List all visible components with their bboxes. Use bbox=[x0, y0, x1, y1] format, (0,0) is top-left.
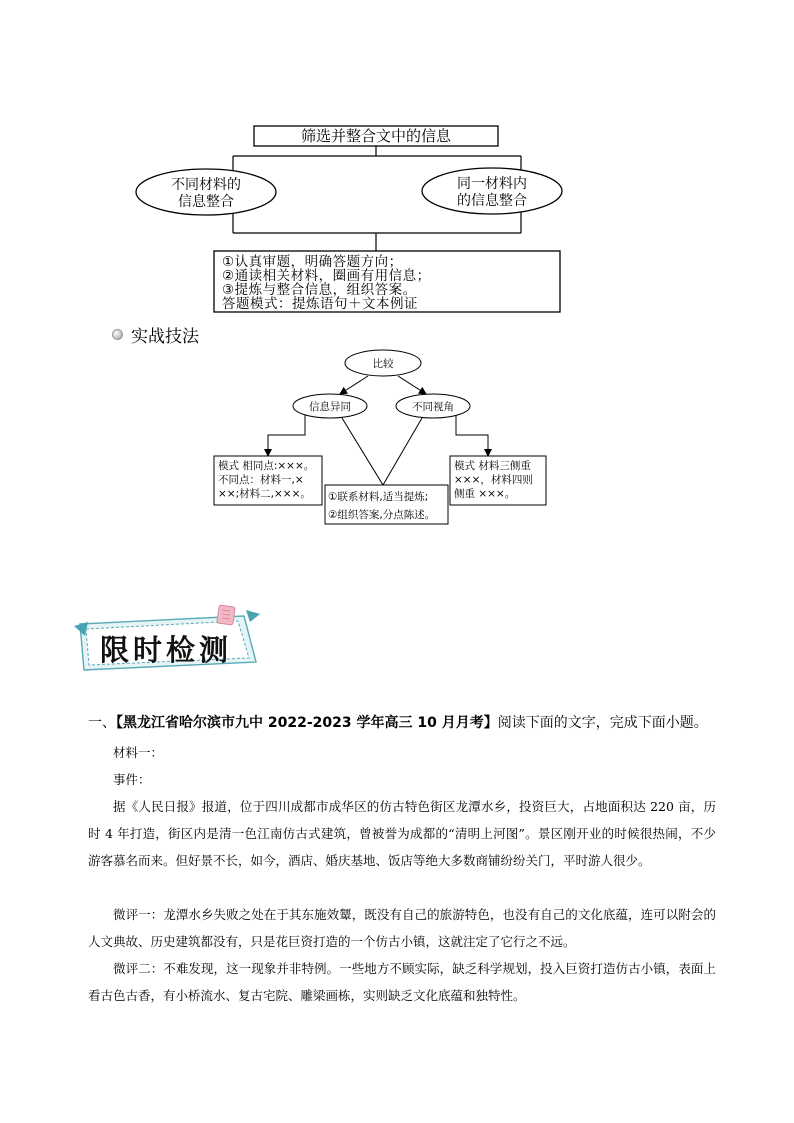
step-line: 答题模式：提炼语句＋文本例证 bbox=[222, 296, 418, 312]
arrow bbox=[398, 376, 426, 394]
emphasis-line: 模式 材料三侧重 bbox=[454, 460, 531, 472]
paragraph-comment-2: 微评二：不难发现，这一现象并非特例。一些地方不顾实际，缺乏科学规划，投入巨资打造仿古小镇，表面上看古色古香，有小桥流水、复古宅院、雕梁画栋，实则缺乏文化底蕴和独特性。 bbox=[88, 961, 716, 1003]
left-oval-line: 不同材料的 bbox=[171, 177, 241, 193]
similarity-line: ××;材料二,×××。 bbox=[218, 488, 311, 500]
left-oval-line: 信息整合 bbox=[178, 194, 234, 210]
question-heading bbox=[88, 712, 708, 732]
similarity-line: 模式 相同点:×××。 bbox=[218, 460, 315, 472]
step-line: ③提炼与整合信息，组织答案。 bbox=[222, 282, 417, 298]
step-line: ②通读相关材料，圈画有用信息； bbox=[222, 268, 431, 284]
method-line: ①联系材料,适当提炼; bbox=[328, 491, 429, 503]
emphasis-line: 侧重 ×××。 bbox=[454, 488, 516, 500]
right-oval-line: 同一材料内 bbox=[457, 176, 527, 192]
timed-test-banner bbox=[72, 604, 264, 676]
perspective-label: 不同视角 bbox=[412, 401, 454, 413]
paragraph-comment-1: 微评一：龙潭水乡失败之处在于其东施效颦，既没有自己的旅游特色，也没有自己的文化底蕴，连可以附会的人文典故、历史建筑都没有，只是花巨资打造的一个仿古小镇，这就注定了它行之不远。 bbox=[88, 907, 716, 949]
arrow bbox=[340, 376, 368, 394]
bullet-icon bbox=[112, 329, 123, 340]
arrow bbox=[456, 415, 488, 456]
arrow bbox=[268, 415, 305, 456]
method-line: ②组织答案,分点陈述。 bbox=[328, 509, 436, 521]
info-integration-diagram bbox=[0, 0, 794, 330]
question-instruction: 阅读下面的文字，完成下面小题。 bbox=[497, 715, 708, 731]
question-number: 一、 bbox=[88, 715, 116, 731]
similarity-line: 不同点：材料一,× bbox=[218, 474, 304, 486]
diagram1-title: 筛选并整合文中的信息 bbox=[300, 127, 452, 145]
material-label: 材料一： bbox=[113, 745, 164, 760]
event-label: 事件： bbox=[113, 772, 151, 787]
info-diff-label: 信息异同 bbox=[309, 401, 351, 413]
comparison-diagram bbox=[0, 340, 794, 540]
connector bbox=[342, 418, 422, 485]
emphasis-line: ×××，材料四则 bbox=[454, 474, 533, 486]
banner-title: 限时检测 bbox=[100, 633, 233, 667]
question-source: 【黑龙江省哈尔滨市九中 2022-2023 学年高三 10 月月考】 bbox=[116, 715, 498, 731]
compare-label: 比较 bbox=[372, 358, 394, 370]
paragraph-event: 据《人民日报》报道，位于四川成都市成华区的仿古特色街区龙潭水乡，投资巨大，占地面积达 220 亩，历时 4 年打造，街区内是清一色江南仿古式建筑，曾被誉为成都的“清明上河图”。景区刚开业的时候很热闹，不少游客慕名而来。但好景不长，如今，酒店、婚庆基地、饭店等绝大多数商铺纷纷关门，平时游人很少。 bbox=[88, 799, 716, 868]
section-label: 实战技法 bbox=[131, 327, 199, 347]
right-oval-line: 的信息整合 bbox=[457, 193, 527, 209]
step-line: ①认真审题，明确答题方向； bbox=[222, 254, 403, 270]
